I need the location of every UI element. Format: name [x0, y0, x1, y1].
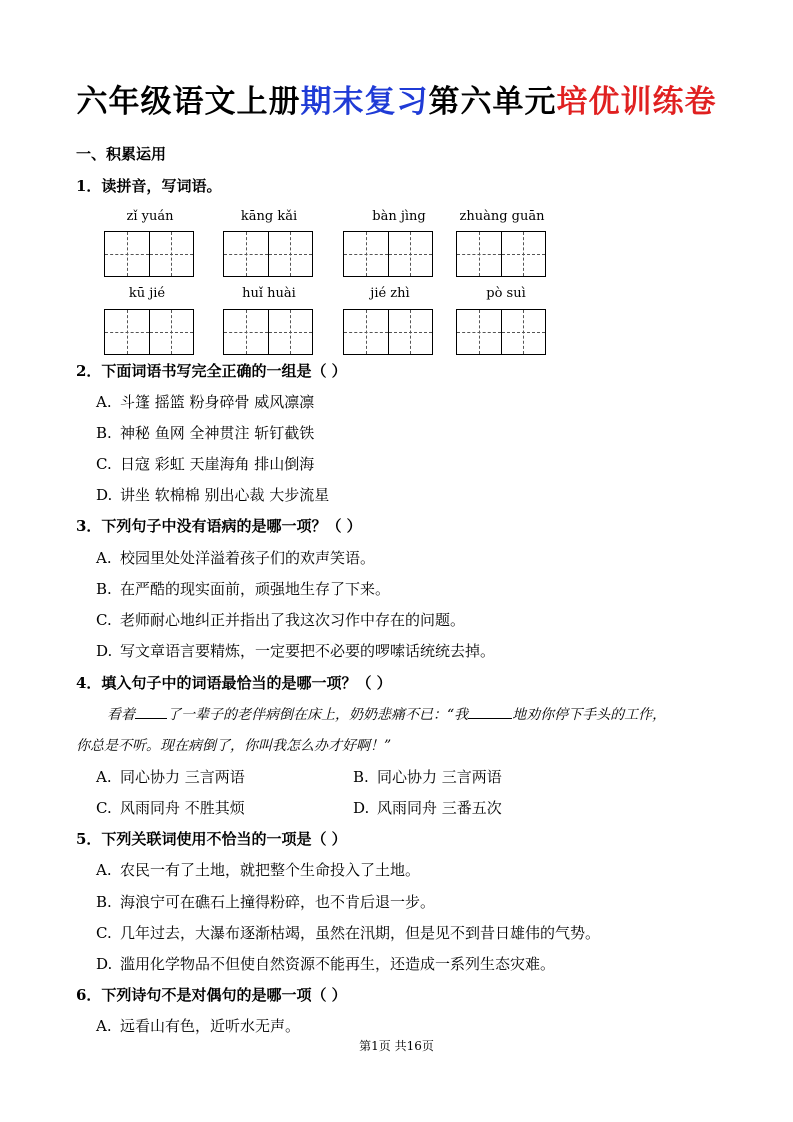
question-4-stem: 4．填入句子中的词语最恰当的是哪一项？（ ） [76, 674, 392, 692]
answer-option[interactable]: D. 讲坐 软棉棉 别出心裁 大步流星 [96, 486, 330, 504]
fill-blank[interactable] [468, 704, 512, 719]
answer-option[interactable]: D. 滥用化学物品不但使自然资源不能再生，还造成一系列生态灾难。 [96, 955, 556, 973]
answer-option[interactable]: A. 农民一有了土地，就把整个生命投入了土地。 [96, 861, 421, 879]
fill-blank[interactable] [135, 704, 167, 719]
pinyin-label: bàn jìng [372, 209, 426, 224]
pinyin-label: zǐ yuán [126, 209, 174, 224]
character-grid[interactable] [104, 231, 194, 277]
pinyin-label: kāng kǎi [240, 209, 298, 224]
character-grid[interactable] [223, 309, 313, 355]
passage-line: 看着 了一辈子的老伴病倒在床上，奶奶悲痛不已：“我 地劝你停下手头的工作， [107, 704, 666, 725]
answer-option[interactable]: A. 远看山有色，近听水无声。 [96, 1017, 301, 1035]
character-grid[interactable] [456, 231, 546, 277]
pinyin-label: zhuàng guān [459, 209, 545, 224]
pinyin-label: kū jié [128, 286, 166, 301]
answer-option[interactable]: C. 日寇 彩虹 天崖海角 排山倒海 [96, 455, 315, 473]
answer-option[interactable]: C. 几年过去，大瀑布逐渐枯竭，虽然在汛期，但是见不到昔日雄伟的气势。 [96, 924, 601, 942]
answer-option[interactable]: B. 神秘 鱼网 全神贯注 斩钉截铁 [96, 424, 315, 442]
character-grid[interactable] [223, 231, 313, 277]
title-part-1: 六年级语文上册 [76, 84, 301, 120]
question-6-stem: 6．下列诗句不是对偶句的是哪一项（ ） [76, 986, 347, 1004]
answer-option[interactable]: B. 在严酷的现实面前，顽强地生存了下来。 [96, 580, 391, 598]
question-5-stem: 5．下列关联词使用不恰当的一项是（ ） [76, 830, 347, 848]
question-3-stem: 3．下列句子中没有语病的是哪一项？（ ） [76, 517, 362, 535]
question-1-stem: 1．读拼音，写词语。 [76, 177, 222, 195]
answer-option[interactable]: B. 同心协力 三言两语 [353, 768, 502, 786]
answer-option[interactable]: A. 同心协力 三言两语 [96, 768, 245, 786]
character-grid[interactable] [104, 309, 194, 355]
pinyin-label: jié zhì [370, 286, 410, 301]
answer-option[interactable]: A. 校园里处处洋溢着孩子们的欢声笑语。 [96, 549, 376, 567]
character-grid[interactable] [343, 231, 433, 277]
answer-option[interactable]: C. 老师耐心地纠正并指出了我这次习作中存在的问题。 [96, 611, 466, 629]
character-grid[interactable] [343, 309, 433, 355]
answer-option[interactable]: B. 海浪宁可在礁石上撞得粉碎，也不肯后退一步。 [96, 893, 436, 911]
page-title [0, 82, 793, 122]
answer-option[interactable]: D. 风雨同舟 三番五次 [353, 799, 502, 817]
pinyin-label: huǐ huài [242, 286, 296, 301]
section-heading: 一、积累运用 [76, 145, 167, 163]
question-2-stem: 2．下面词语书写完全正确的一组是（ ） [76, 362, 347, 380]
answer-option[interactable]: D. 写文章语言要精炼，一定要把不必要的啰嗦话统统去掉。 [96, 642, 496, 660]
answer-option[interactable]: C. 风雨同舟 不胜其烦 [96, 799, 245, 817]
answer-option[interactable]: A. 斗篷 摇篮 粉身碎骨 威风凛凛 [96, 393, 315, 411]
title-part-2: 期末复习 [300, 84, 429, 120]
character-grid[interactable] [456, 309, 546, 355]
title-part-4: 培优训练卷 [556, 84, 717, 120]
passage-line: 你总是不听。现在病倒了，你叫我怎么办才好啊！” [76, 738, 392, 754]
pinyin-label: pò suì [486, 286, 526, 301]
title-part-3: 第六单元 [428, 84, 557, 120]
page-number: 第1页 共16页 [359, 1039, 434, 1053]
